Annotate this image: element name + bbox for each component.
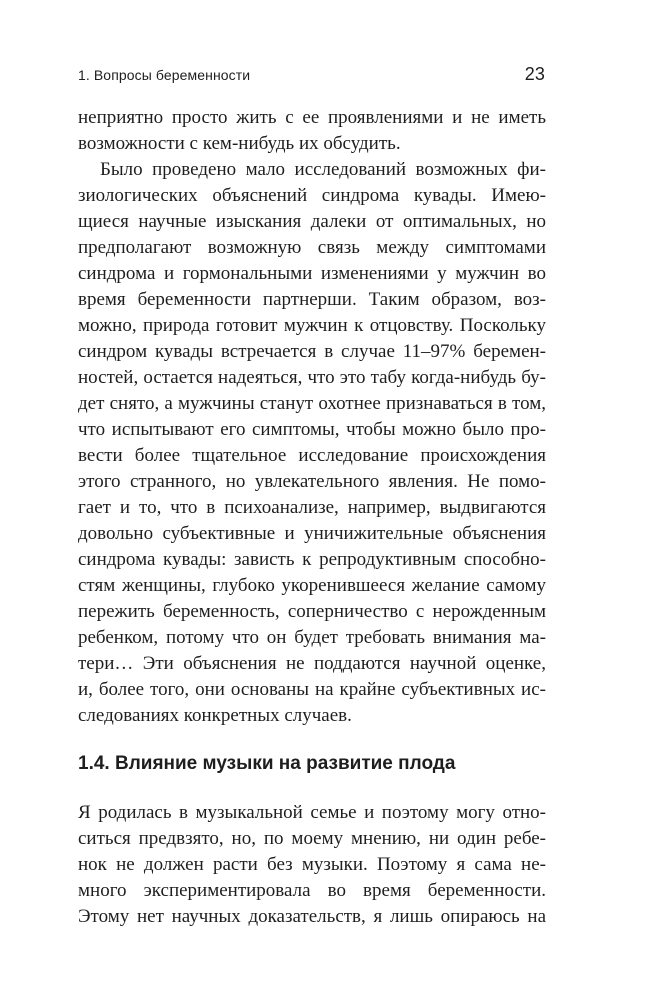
text-line: дет снято, а мужчины станут охотнее признаваться в том,: [78, 393, 546, 414]
text-line: много экспериментировала во время беременности.: [78, 880, 546, 901]
section-heading: 1.4. Влияние музыки на развитие плода: [78, 753, 456, 774]
text-line: этого странного, но увлекательного явления. Не помо-: [78, 471, 546, 492]
text-line: что испытывают его симптомы, чтобы можно было про-: [78, 419, 546, 440]
text-line: тери… Эти объяснения не поддаются научной оценке,: [78, 653, 546, 674]
text-line: стям женщины, глубоко укоренившееся желание самому: [78, 575, 546, 596]
text-line: синдром кувады встречается в случае 11–97% беремен-: [78, 341, 546, 362]
text-line: синдрома и гормональными изменениями у мужчин во: [78, 263, 546, 284]
text-line: Было проведено мало исследований возможных фи-: [100, 159, 546, 180]
text-line: вести более тщательное исследование происхождения: [78, 445, 546, 466]
text-line: возможности с кем-нибудь их обсудить.: [78, 133, 401, 154]
text-line: пережить беременность, соперничество с нерожденным: [78, 601, 546, 622]
text-line: синдрома кувады: зависть к репродуктивным способно-: [78, 549, 546, 570]
running-head: [78, 64, 545, 86]
text-line: довольно субъективные и уничижительные объяснения: [78, 523, 546, 544]
text-line: щиеся научные изыскания далеки от оптимальных, но: [78, 211, 546, 232]
text-line: Я родилась в музыкальной семье и поэтому могу отно-: [78, 802, 546, 823]
text-line: зиологических объяснений синдрома кувады. Имею-: [78, 185, 546, 206]
page-number: 23: [524, 64, 545, 84]
text-line: нок не должен расти без музыки. Поэтому я сама не-: [78, 854, 546, 875]
text-line: следованиях конкретных случаев.: [78, 705, 352, 726]
text-line: неприятно просто жить с ее проявлениями и не иметь: [78, 107, 546, 128]
text-line: ситься предвзято, но, по моему мнению, ни один ребе-: [78, 828, 546, 849]
text-line: гает и то, что в психоанализе, например, выдвигаются: [78, 497, 546, 518]
text-line: время беременности партнерши. Таким образом, воз-: [78, 289, 546, 310]
text-line: и, более того, они основаны на крайне субъективных ис-: [78, 679, 546, 700]
text-line: ностей, остается надеяться, что это табу когда-нибудь бу-: [78, 367, 546, 388]
chapter-title: 1. Вопросы беременности: [78, 67, 251, 83]
text-line: Этому нет научных доказательств, я лишь опираюсь на: [78, 906, 546, 927]
text-line: ребенком, потому что он будет требовать внимания ма-: [78, 627, 546, 648]
text-line: предполагают возможную связь между симптомами: [78, 237, 546, 258]
text-line: можно, природа готовит мужчин к отцовству. Поскольку: [78, 315, 546, 336]
